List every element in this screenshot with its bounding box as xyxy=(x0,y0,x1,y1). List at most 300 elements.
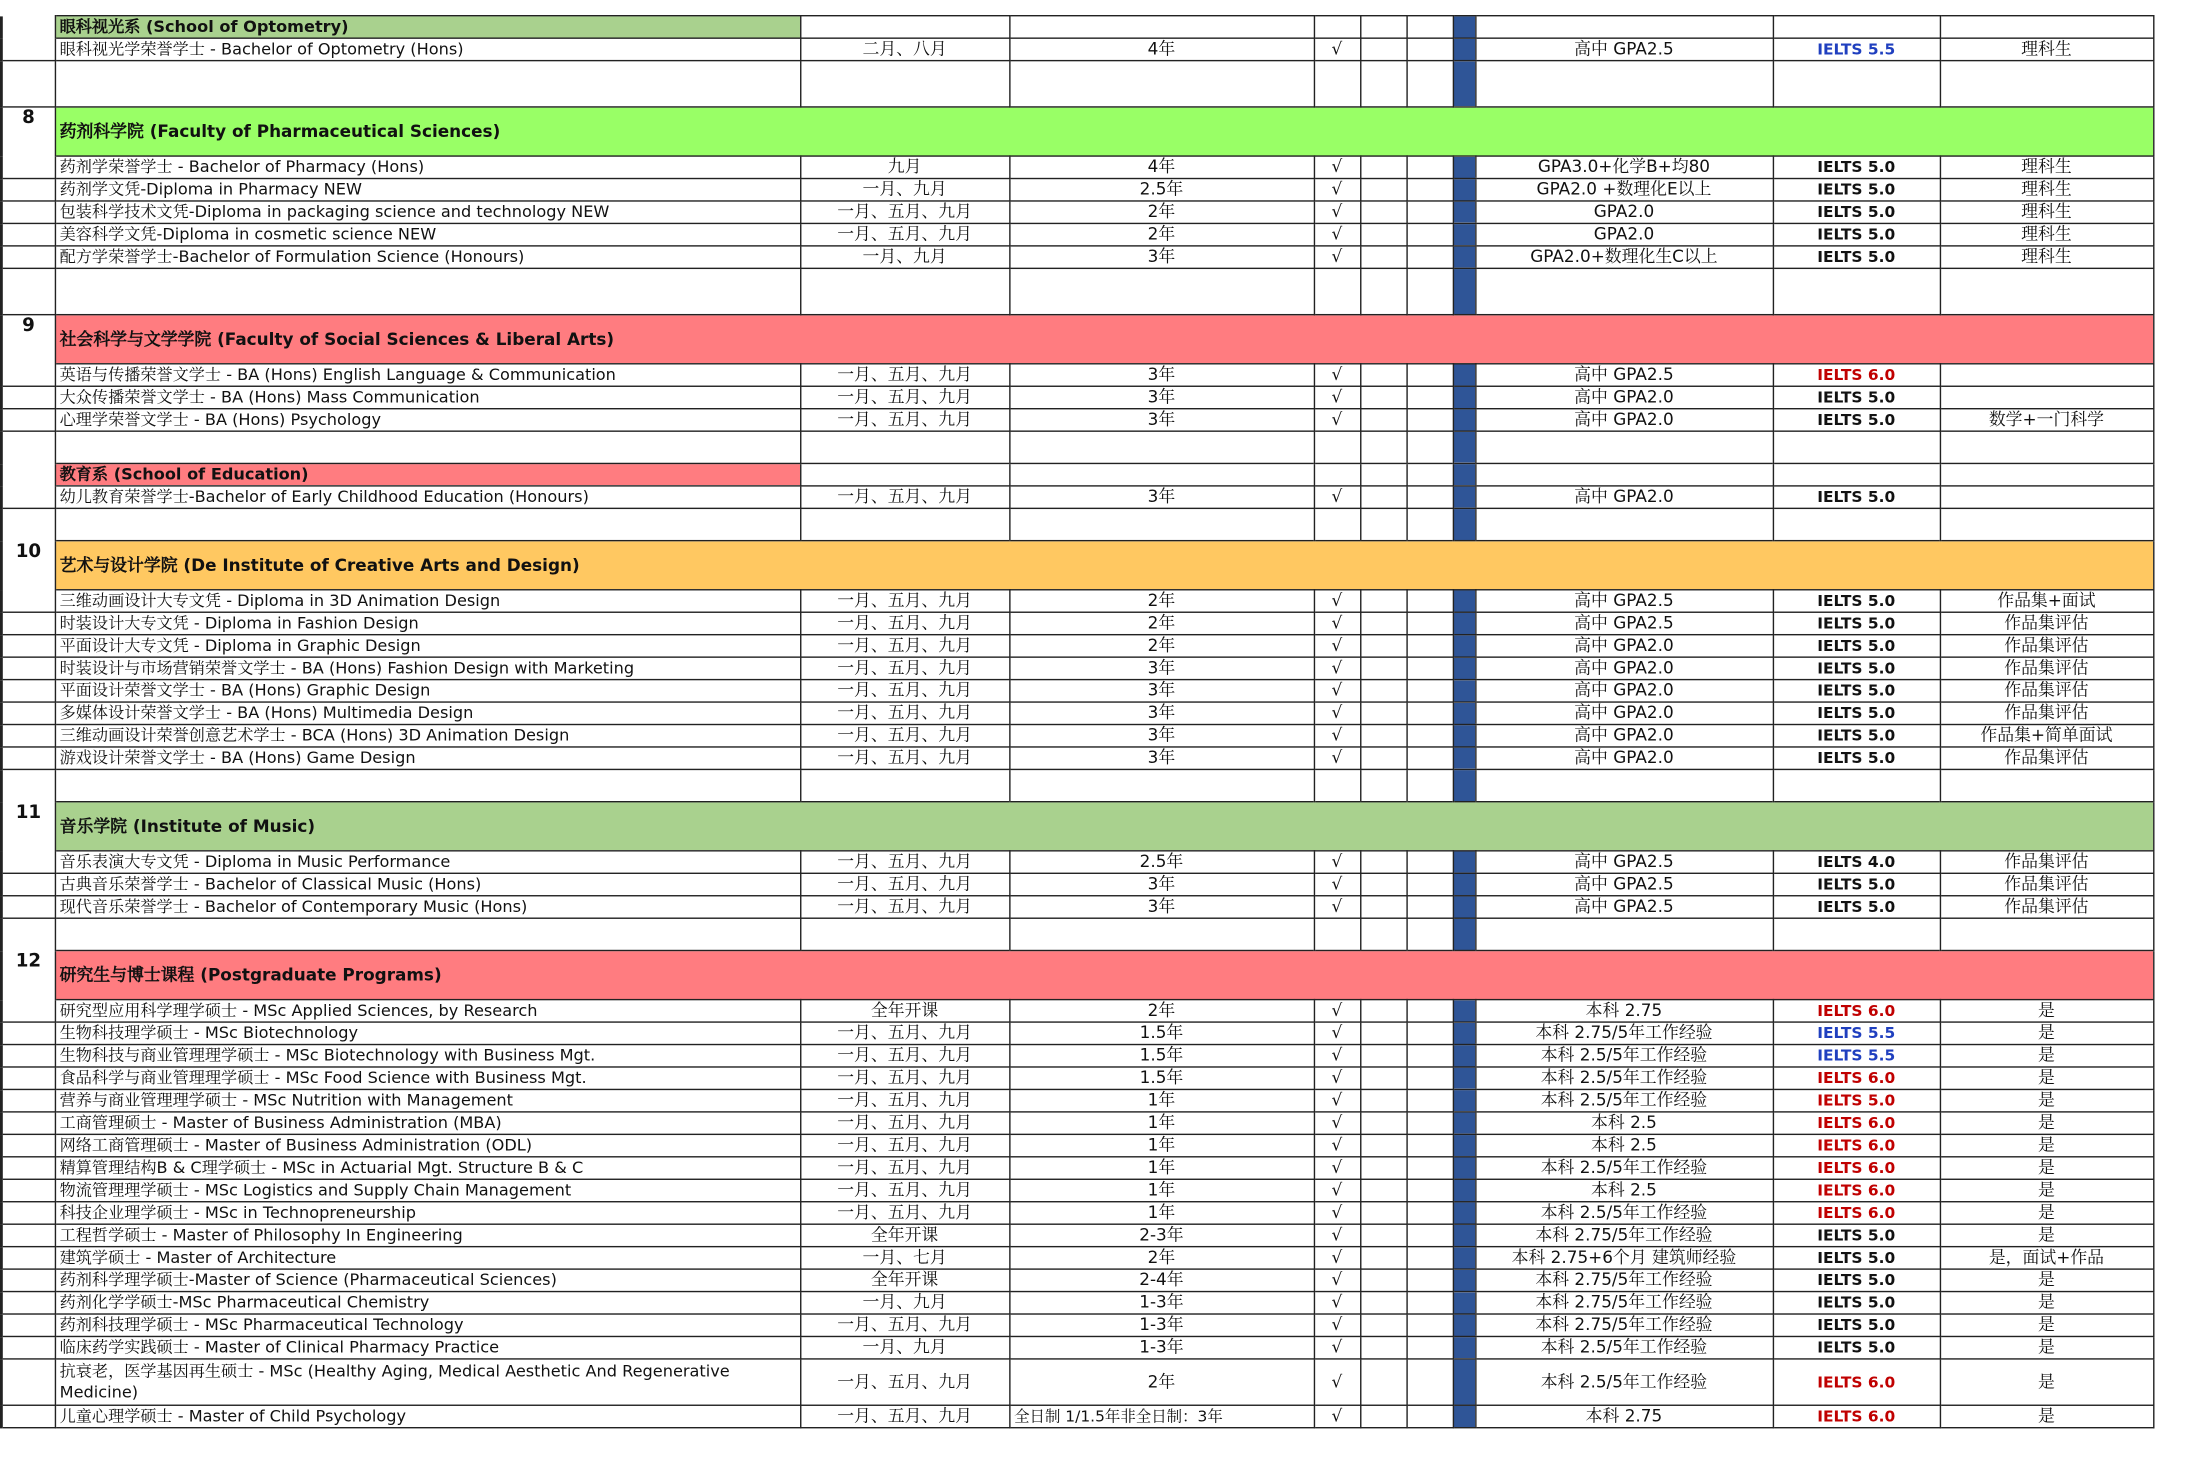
empty-cell xyxy=(1406,1134,1452,1156)
intake: 一月、五月、九月 xyxy=(800,851,1009,873)
section-number: 10 xyxy=(1,541,54,590)
duration: 3年 xyxy=(1009,725,1314,747)
empty-cell xyxy=(1406,1336,1452,1358)
check-mark: √ xyxy=(1314,1314,1360,1336)
empty-cell xyxy=(800,268,1009,314)
note: 理科生 xyxy=(1940,179,2153,201)
row-number-cell xyxy=(1,223,54,245)
empty-cell xyxy=(1940,431,2153,463)
entry-requirement: 本科 2.5/5年工作经验 xyxy=(1475,1157,1773,1179)
empty-cell xyxy=(1314,508,1360,540)
spreadsheet xyxy=(0,15,2190,1459)
empty-cell xyxy=(1475,769,1773,801)
program-name: 幼儿教育荣誉学士-Bachelor of Early Childhood Education (Honours) xyxy=(55,486,800,508)
empty-cell xyxy=(1406,1157,1452,1179)
table-row xyxy=(1,1022,2153,1044)
empty-cell xyxy=(1406,702,1452,724)
duration: 1.5年 xyxy=(1009,1022,1314,1044)
empty-cell xyxy=(1360,1314,1406,1336)
check-mark: √ xyxy=(1314,1405,1360,1427)
empty-cell xyxy=(1406,747,1452,769)
entry-requirement: 高中 GPA2.0 xyxy=(1475,386,1773,408)
ielts-score: IELTS 5.0 xyxy=(1773,1269,1940,1291)
ielts-score: IELTS 6.0 xyxy=(1773,1000,1940,1022)
entry-requirement: 高中 GPA2.5 xyxy=(1475,851,1773,873)
entry-requirement: 本科 2.5 xyxy=(1475,1112,1773,1134)
empty-cell xyxy=(1406,1247,1452,1269)
note: 理科生 xyxy=(1940,201,2153,223)
intake: 一月、五月、九月 xyxy=(800,1045,1009,1067)
intake: 一月、五月、九月 xyxy=(800,1089,1009,1111)
intake: 一月、五月、九月 xyxy=(800,612,1009,634)
check-mark: √ xyxy=(1314,1179,1360,1201)
intake: 一月、九月 xyxy=(800,179,1009,201)
empty-cell xyxy=(1406,268,1452,314)
program-name: 生物科技理学硕士 - MSc Biotechnology xyxy=(55,1022,800,1044)
intake: 一月、五月、九月 xyxy=(800,1022,1009,1044)
blue-bar xyxy=(1453,1405,1475,1427)
check-mark: √ xyxy=(1314,1224,1360,1246)
note: 是 xyxy=(1940,1269,2153,1291)
empty-cell xyxy=(800,769,1009,801)
blue-bar xyxy=(1453,1224,1475,1246)
row-number-cell xyxy=(1,1022,54,1044)
blue-bar xyxy=(1453,1336,1475,1358)
table-row xyxy=(1,725,2153,747)
check-mark: √ xyxy=(1314,657,1360,679)
empty-cell xyxy=(55,508,800,540)
empty-cell xyxy=(1360,508,1406,540)
empty-cell xyxy=(1360,1112,1406,1134)
entry-requirement: GPA2.0+数理化生C以上 xyxy=(1475,246,1773,268)
blue-bar xyxy=(1453,409,1475,431)
program-name: 药剂化学学硕士-MSc Pharmaceutical Chemistry xyxy=(55,1292,800,1314)
row-number-cell xyxy=(1,1359,54,1405)
note: 作品集评估 xyxy=(1940,657,2153,679)
empty-cell xyxy=(1406,769,1452,801)
spacer-row xyxy=(1,268,2153,314)
program-name: 配方学荣誉学士-Bachelor of Formulation Science (Honours) xyxy=(55,246,800,268)
note: 是 xyxy=(1940,1336,2153,1358)
empty-cell xyxy=(1360,268,1406,314)
intake: 二月、八月 xyxy=(800,38,1009,60)
intake: 一月、五月、九月 xyxy=(800,657,1009,679)
empty-cell xyxy=(1406,364,1452,386)
entry-requirement: GPA2.0 +数理化E以上 xyxy=(1475,179,1773,201)
blue-bar xyxy=(1453,1269,1475,1291)
blue-bar xyxy=(1453,386,1475,408)
ielts-score: IELTS 5.0 xyxy=(1773,612,1940,634)
row-number-cell xyxy=(1,725,54,747)
faculty-header-row xyxy=(1,541,2153,590)
blue-bar xyxy=(1453,1000,1475,1022)
entry-requirement: 本科 2.75/5年工作经验 xyxy=(1475,1314,1773,1336)
ielts-score: IELTS 5.0 xyxy=(1773,223,1940,245)
empty-cell xyxy=(1940,61,2153,107)
program-name: 物流管理理学硕士 - MSc Logistics and Supply Chain Management xyxy=(55,1179,800,1201)
sub-header-row xyxy=(1,463,2153,485)
blue-bar xyxy=(1453,851,1475,873)
entry-requirement: 本科 2.5/5年工作经验 xyxy=(1475,1202,1773,1224)
note: 是 xyxy=(1940,1314,2153,1336)
empty-cell xyxy=(1360,680,1406,702)
empty-cell xyxy=(1314,918,1360,950)
check-mark: √ xyxy=(1314,1359,1360,1405)
empty-cell xyxy=(1406,179,1452,201)
row-number-cell xyxy=(1,1067,54,1089)
blue-bar xyxy=(1453,725,1475,747)
entry-requirement: 本科 2.75 xyxy=(1475,1405,1773,1427)
ielts-score: IELTS 6.0 xyxy=(1773,1112,1940,1134)
program-name: 时装设计与市场营销荣誉文学士 - BA (Hons) Fashion Design with Marketing xyxy=(55,657,800,679)
check-mark: √ xyxy=(1314,1157,1360,1179)
table-row xyxy=(1,1000,2153,1022)
empty-cell xyxy=(1360,61,1406,107)
blue-bar xyxy=(1453,1157,1475,1179)
entry-requirement: 高中 GPA2.5 xyxy=(1475,873,1773,895)
note: 作品集+面试 xyxy=(1940,590,2153,612)
blue-bar xyxy=(1453,635,1475,657)
empty-cell xyxy=(1940,268,2153,314)
note: 理科生 xyxy=(1940,38,2153,60)
empty-cell xyxy=(1406,1269,1452,1291)
row-number-cell xyxy=(1,702,54,724)
empty-cell xyxy=(1360,201,1406,223)
empty-cell xyxy=(1406,1000,1452,1022)
entry-requirement: 本科 2.5/5年工作经验 xyxy=(1475,1336,1773,1358)
empty-cell xyxy=(1360,702,1406,724)
check-mark: √ xyxy=(1314,725,1360,747)
table-row xyxy=(1,1134,2153,1156)
duration: 3年 xyxy=(1009,896,1314,918)
table-row xyxy=(1,1112,2153,1134)
blue-bar xyxy=(1453,223,1475,245)
row-number-cell xyxy=(1,156,54,178)
ielts-score: IELTS 5.0 xyxy=(1773,486,1940,508)
empty-cell xyxy=(1360,590,1406,612)
section-number: 9 xyxy=(1,315,54,364)
blue-bar xyxy=(1453,918,1475,950)
note: 是 xyxy=(1940,1022,2153,1044)
empty-cell xyxy=(1406,386,1452,408)
check-mark: √ xyxy=(1314,1089,1360,1111)
check-mark: √ xyxy=(1314,486,1360,508)
intake: 一月、五月、九月 xyxy=(800,635,1009,657)
note: 是 xyxy=(1940,1224,2153,1246)
table-row xyxy=(1,364,2153,386)
empty-cell xyxy=(1360,918,1406,950)
check-mark: √ xyxy=(1314,1067,1360,1089)
blue-bar xyxy=(1453,463,1475,485)
note: 作品集评估 xyxy=(1940,747,2153,769)
intake: 一月、五月、九月 xyxy=(800,680,1009,702)
check-mark: √ xyxy=(1314,590,1360,612)
note: 数学+一门科学 xyxy=(1940,409,2153,431)
ielts-score: IELTS 5.0 xyxy=(1773,1336,1940,1358)
ielts-score: IELTS 5.0 xyxy=(1773,680,1940,702)
empty-cell xyxy=(1360,1247,1406,1269)
program-name: 生物科技与商业管理理学硕士 - MSc Biotechnology with Business Mgt. xyxy=(55,1045,800,1067)
check-mark: √ xyxy=(1314,38,1360,60)
row-number-cell xyxy=(1,1157,54,1179)
check-mark: √ xyxy=(1314,179,1360,201)
table-row xyxy=(1,223,2153,245)
table-row xyxy=(1,1067,2153,1089)
row-number-cell xyxy=(1,486,54,508)
entry-requirement: 高中 GPA2.5 xyxy=(1475,38,1773,60)
ielts-score: IELTS 5.5 xyxy=(1773,1022,1940,1044)
duration: 1-3年 xyxy=(1009,1314,1314,1336)
empty-cell xyxy=(1406,1224,1452,1246)
empty-cell xyxy=(1360,1269,1406,1291)
note: 是 xyxy=(1940,1089,2153,1111)
empty-cell xyxy=(55,268,800,314)
ielts-score: IELTS 6.0 xyxy=(1773,1359,1940,1405)
blue-bar xyxy=(1453,246,1475,268)
program-name: 音乐表演大专文凭 - Diploma in Music Performance xyxy=(55,851,800,873)
intake: 一月、五月、九月 xyxy=(800,896,1009,918)
empty-cell xyxy=(1940,918,2153,950)
check-mark: √ xyxy=(1314,851,1360,873)
row-number-cell xyxy=(1,364,54,386)
duration: 3年 xyxy=(1009,246,1314,268)
blue-bar xyxy=(1453,1247,1475,1269)
empty-cell xyxy=(1360,223,1406,245)
note: 作品集评估 xyxy=(1940,702,2153,724)
ielts-score: IELTS 5.0 xyxy=(1773,1089,1940,1111)
empty-cell xyxy=(1360,486,1406,508)
program-name: 儿童心理学硕士 - Master of Child Psychology xyxy=(55,1405,800,1427)
empty-cell xyxy=(1360,364,1406,386)
intake: 全年开课 xyxy=(800,1269,1009,1291)
check-mark: √ xyxy=(1314,1112,1360,1134)
intake: 一月、五月、九月 xyxy=(800,386,1009,408)
empty-cell xyxy=(1406,409,1452,431)
empty-cell xyxy=(1406,223,1452,245)
empty-cell xyxy=(1360,747,1406,769)
empty-cell xyxy=(1773,16,1940,38)
note: 是 xyxy=(1940,1157,2153,1179)
row-number-cell xyxy=(1,508,54,540)
ielts-score: IELTS 6.0 xyxy=(1773,364,1940,386)
blue-bar xyxy=(1453,657,1475,679)
check-mark: √ xyxy=(1314,1202,1360,1224)
empty-cell xyxy=(1314,431,1360,463)
intake: 一月、七月 xyxy=(800,1247,1009,1269)
empty-cell xyxy=(800,463,1009,485)
table-row xyxy=(1,747,2153,769)
empty-cell xyxy=(1009,508,1314,540)
row-number-cell xyxy=(1,1179,54,1201)
sub-header-row xyxy=(1,16,2153,38)
blue-bar xyxy=(1453,1045,1475,1067)
empty-cell xyxy=(1406,1089,1452,1111)
duration: 2年 xyxy=(1009,1000,1314,1022)
row-number-cell xyxy=(1,918,54,950)
intake: 九月 xyxy=(800,156,1009,178)
row-number-cell xyxy=(1,1112,54,1134)
section-title: 研究生与博士课程 (Postgraduate Programs) xyxy=(55,950,2153,999)
duration: 全日制 1/1.5年非全日制：3年 xyxy=(1009,1405,1314,1427)
empty-cell xyxy=(1360,1089,1406,1111)
duration: 1年 xyxy=(1009,1202,1314,1224)
empty-cell xyxy=(55,918,800,950)
empty-cell xyxy=(1360,1157,1406,1179)
duration: 2-4年 xyxy=(1009,1269,1314,1291)
table-row xyxy=(1,1359,2153,1405)
empty-cell xyxy=(1406,16,1452,38)
entry-requirement: GPA3.0+化学B+均80 xyxy=(1475,156,1773,178)
entry-requirement: 高中 GPA2.0 xyxy=(1475,409,1773,431)
blue-bar xyxy=(1453,508,1475,540)
empty-cell xyxy=(1406,1202,1452,1224)
blue-bar xyxy=(1453,1179,1475,1201)
section-number xyxy=(1,16,54,38)
note xyxy=(1940,364,2153,386)
row-number-cell xyxy=(1,179,54,201)
ielts-score: IELTS 5.0 xyxy=(1773,725,1940,747)
duration: 1-3年 xyxy=(1009,1292,1314,1314)
empty-cell xyxy=(1406,896,1452,918)
program-name: 现代音乐荣誉学士 - Bachelor of Contemporary Music (Hons) xyxy=(55,896,800,918)
empty-cell xyxy=(1009,463,1314,485)
entry-requirement: 高中 GPA2.0 xyxy=(1475,635,1773,657)
note: 是 xyxy=(1940,1067,2153,1089)
blue-bar xyxy=(1453,268,1475,314)
row-number-cell xyxy=(1,1247,54,1269)
empty-cell xyxy=(1360,1022,1406,1044)
duration: 2年 xyxy=(1009,223,1314,245)
table-row xyxy=(1,1224,2153,1246)
duration: 1.5年 xyxy=(1009,1067,1314,1089)
intake: 一月、五月、九月 xyxy=(800,1179,1009,1201)
row-number-cell xyxy=(1,61,54,107)
row-number-cell xyxy=(1,431,54,463)
check-mark: √ xyxy=(1314,1336,1360,1358)
empty-cell xyxy=(1406,61,1452,107)
intake: 一月、五月、九月 xyxy=(800,1134,1009,1156)
entry-requirement: 本科 2.75+6个月 建筑师经验 xyxy=(1475,1247,1773,1269)
duration: 3年 xyxy=(1009,364,1314,386)
entry-requirement: 高中 GPA2.5 xyxy=(1475,896,1773,918)
program-name: 多媒体设计荣誉文学士 - BA (Hons) Multimedia Design xyxy=(55,702,800,724)
empty-cell xyxy=(1360,16,1406,38)
table-row xyxy=(1,409,2153,431)
check-mark: √ xyxy=(1314,896,1360,918)
empty-cell xyxy=(800,16,1009,38)
table-row xyxy=(1,1405,2153,1427)
empty-cell xyxy=(800,918,1009,950)
empty-cell xyxy=(1360,431,1406,463)
ielts-score: IELTS 5.0 xyxy=(1773,409,1940,431)
empty-cell xyxy=(1360,851,1406,873)
duration: 2年 xyxy=(1009,1247,1314,1269)
program-name: 临床药学实践硕士 - Master of Clinical Pharmacy Practice xyxy=(55,1336,800,1358)
empty-cell xyxy=(1773,463,1940,485)
entry-requirement: GPA2.0 xyxy=(1475,223,1773,245)
duration: 3年 xyxy=(1009,386,1314,408)
table-row xyxy=(1,1045,2153,1067)
program-name: 游戏设计荣誉文学士 - BA (Hons) Game Design xyxy=(55,747,800,769)
note: 理科生 xyxy=(1940,246,2153,268)
note: 是 xyxy=(1940,1179,2153,1201)
note: 理科生 xyxy=(1940,156,2153,178)
empty-cell xyxy=(1360,246,1406,268)
empty-cell xyxy=(1475,268,1773,314)
ielts-score: IELTS 6.0 xyxy=(1773,1405,1940,1427)
entry-requirement: 高中 GPA2.0 xyxy=(1475,680,1773,702)
intake: 一月、九月 xyxy=(800,1292,1009,1314)
intake: 全年开课 xyxy=(800,1224,1009,1246)
ielts-score: IELTS 5.0 xyxy=(1773,590,1940,612)
row-number-cell xyxy=(1,1269,54,1291)
empty-cell xyxy=(800,508,1009,540)
ielts-score: IELTS 5.5 xyxy=(1773,38,1940,60)
blue-bar xyxy=(1453,680,1475,702)
check-mark: √ xyxy=(1314,364,1360,386)
program-name: 食品科学与商业管理理学硕士 - MSc Food Science with Business Mgt. xyxy=(55,1067,800,1089)
program-name: 精算管理结构B & C理学硕士 - MSc in Actuarial Mgt. Structure B & C xyxy=(55,1157,800,1179)
table-row xyxy=(1,201,2153,223)
empty-cell xyxy=(1406,657,1452,679)
entry-requirement: 高中 GPA2.0 xyxy=(1475,657,1773,679)
row-number-cell xyxy=(1,1000,54,1022)
table-row xyxy=(1,1314,2153,1336)
empty-cell xyxy=(1406,1112,1452,1134)
empty-cell xyxy=(1314,463,1360,485)
ielts-score: IELTS 6.0 xyxy=(1773,1179,1940,1201)
ielts-score: IELTS 5.0 xyxy=(1773,896,1940,918)
duration: 2年 xyxy=(1009,1359,1314,1405)
blue-bar xyxy=(1453,612,1475,634)
blue-bar xyxy=(1453,896,1475,918)
note: 作品集评估 xyxy=(1940,680,2153,702)
empty-cell xyxy=(1360,635,1406,657)
empty-cell xyxy=(1940,463,2153,485)
duration: 1年 xyxy=(1009,1157,1314,1179)
empty-cell xyxy=(1360,1134,1406,1156)
empty-cell xyxy=(1406,156,1452,178)
section-number: 12 xyxy=(1,950,54,999)
program-name: 平面设计大专文凭 - Diploma in Graphic Design xyxy=(55,635,800,657)
table-row xyxy=(1,246,2153,268)
intake: 一月、五月、九月 xyxy=(800,873,1009,895)
blue-bar xyxy=(1453,1359,1475,1405)
table-row xyxy=(1,680,2153,702)
blue-bar xyxy=(1453,590,1475,612)
check-mark: √ xyxy=(1314,1134,1360,1156)
ielts-score: IELTS 5.0 xyxy=(1773,386,1940,408)
ielts-score: IELTS 5.0 xyxy=(1773,179,1940,201)
check-mark: √ xyxy=(1314,201,1360,223)
duration: 3年 xyxy=(1009,747,1314,769)
entry-requirement: 本科 2.75/5年工作经验 xyxy=(1475,1224,1773,1246)
duration: 2-3年 xyxy=(1009,1224,1314,1246)
table-row xyxy=(1,1292,2153,1314)
note: 是 xyxy=(1940,1359,2153,1405)
blue-bar xyxy=(1453,747,1475,769)
ielts-score: IELTS 5.5 xyxy=(1773,1045,1940,1067)
row-number-cell xyxy=(1,1292,54,1314)
blue-bar xyxy=(1453,179,1475,201)
duration: 1年 xyxy=(1009,1112,1314,1134)
blue-bar xyxy=(1453,156,1475,178)
program-name: 包装科学技术文凭-Diploma in packaging science and technology NEW xyxy=(55,201,800,223)
table-row xyxy=(1,1157,2153,1179)
entry-requirement: 高中 GPA2.5 xyxy=(1475,590,1773,612)
blue-bar xyxy=(1453,38,1475,60)
duration: 4年 xyxy=(1009,156,1314,178)
